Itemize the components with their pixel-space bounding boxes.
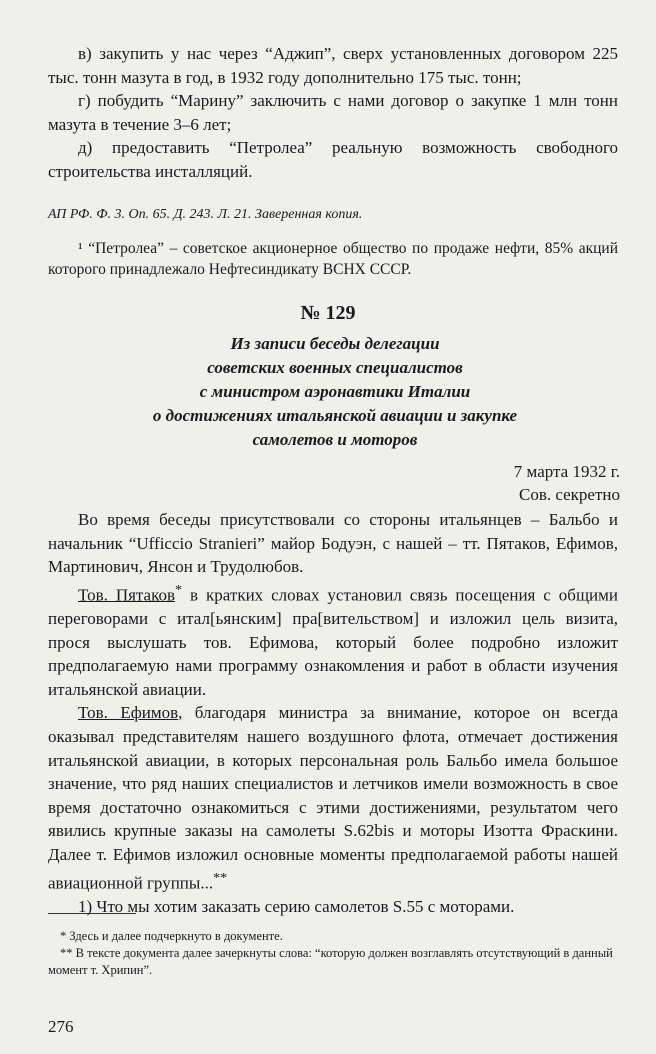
efimov-text: , благодаря министра за внимание, которое он всегда оказывал представителям нашего воздушного флота, отмечает достижения итальянской авиации, в которых персональная роль Бальбо имела большое значение, что ряд наших специалистов и летчиков имели возможность в свое время достаточно ознакомиться с этими достижениями, результатом чего явились крупные заказы на самолеты S.62bis и моторы Изотта Фраскини. Далее т. Ефимов изложил основные моменты предполагаемой работы нашей авиационной группы...	[48, 703, 618, 893]
source-note: АП РФ. Ф. 3. Оп. 65. Д. 243. Л. 21. Заверенная копия.	[48, 207, 363, 222]
efimov-paragraph	[48, 701, 618, 894]
title-line: Из записи беседы делегации	[230, 334, 440, 353]
document-title	[80, 332, 590, 452]
title-line: о достижениях итальянской авиации и закупке	[152, 406, 518, 425]
footnote-divider	[48, 913, 136, 914]
pyatakov-paragraph	[48, 579, 618, 702]
item-v: в) закупить у нас через “Аджип”, сверх установленных договором 225 тыс. тонн мазута в год, в 1932 году дополнительно 175 тыс. тонн;	[48, 44, 618, 87]
title-line: советских военных специалистов	[207, 358, 463, 377]
footnote-ref: **	[213, 869, 228, 886]
attendees-paragraph: Во время беседы присутствовали со стороны итальянцев – Бальбо и начальник “Ufficcio Stranieri” майор Бодуэн, с нашей – тт. Пятаков, Ефимов, Мартинович, Янсон и Трудолюбов.	[48, 510, 618, 577]
footnote-star: * Здесь и далее подчеркнуто в документе.	[60, 929, 283, 943]
pyatakov-text: в кратких словах установил связь посещения с общими переговорами с итал[ьянским] пра[вительством] и изложил цель визита, прося выслушать тов. Ефимова, который более подробно изложит предполагаемую нами программу ознакомления и работ в области изучения итальянской авиации.	[48, 585, 618, 699]
title-line: самолетов и моторов	[252, 430, 418, 449]
document-number: № 129	[300, 302, 356, 324]
title-line: с министром аэронавтики Италии	[199, 382, 471, 401]
speaker-pyatakov: Тов. Пятаков	[78, 585, 176, 605]
footnote-1-text: ¹ “Петролеа” – советское акционерное общество по продаже нефти, 85% акций которого принадлежало Нефтесиндикату ВСНХ СССР.	[48, 240, 618, 278]
footnote-double-star: ** В тексте документа далее зачеркнуты слова: “которую должен возглавлять отсутствующий в данный момент т. Хрипин”.	[48, 946, 613, 977]
top-items-list	[48, 42, 618, 184]
footnote-1	[48, 238, 618, 280]
classification-mark: Сов. секретно	[519, 485, 620, 504]
item-d: д) предоставить “Петролеа” реальную возможность свободного строительства инсталляций.	[48, 138, 618, 181]
page-number: 276	[48, 1017, 74, 1036]
speaker-efimov: Тов. Ефимов	[78, 703, 179, 723]
footnotes-bottom	[48, 928, 618, 979]
item-g: г) побудить “Марину” заключить с нами договор о закупке 1 млн тонн мазута в течение 3–6 лет;	[48, 91, 618, 134]
document-date: 7 марта 1932 г.	[513, 462, 620, 481]
footnote-ref: *	[175, 581, 183, 598]
main-text	[48, 508, 618, 918]
item-1-paragraph: 1) Что мы хотим заказать серию самолетов S.55 с моторами.	[78, 896, 515, 916]
